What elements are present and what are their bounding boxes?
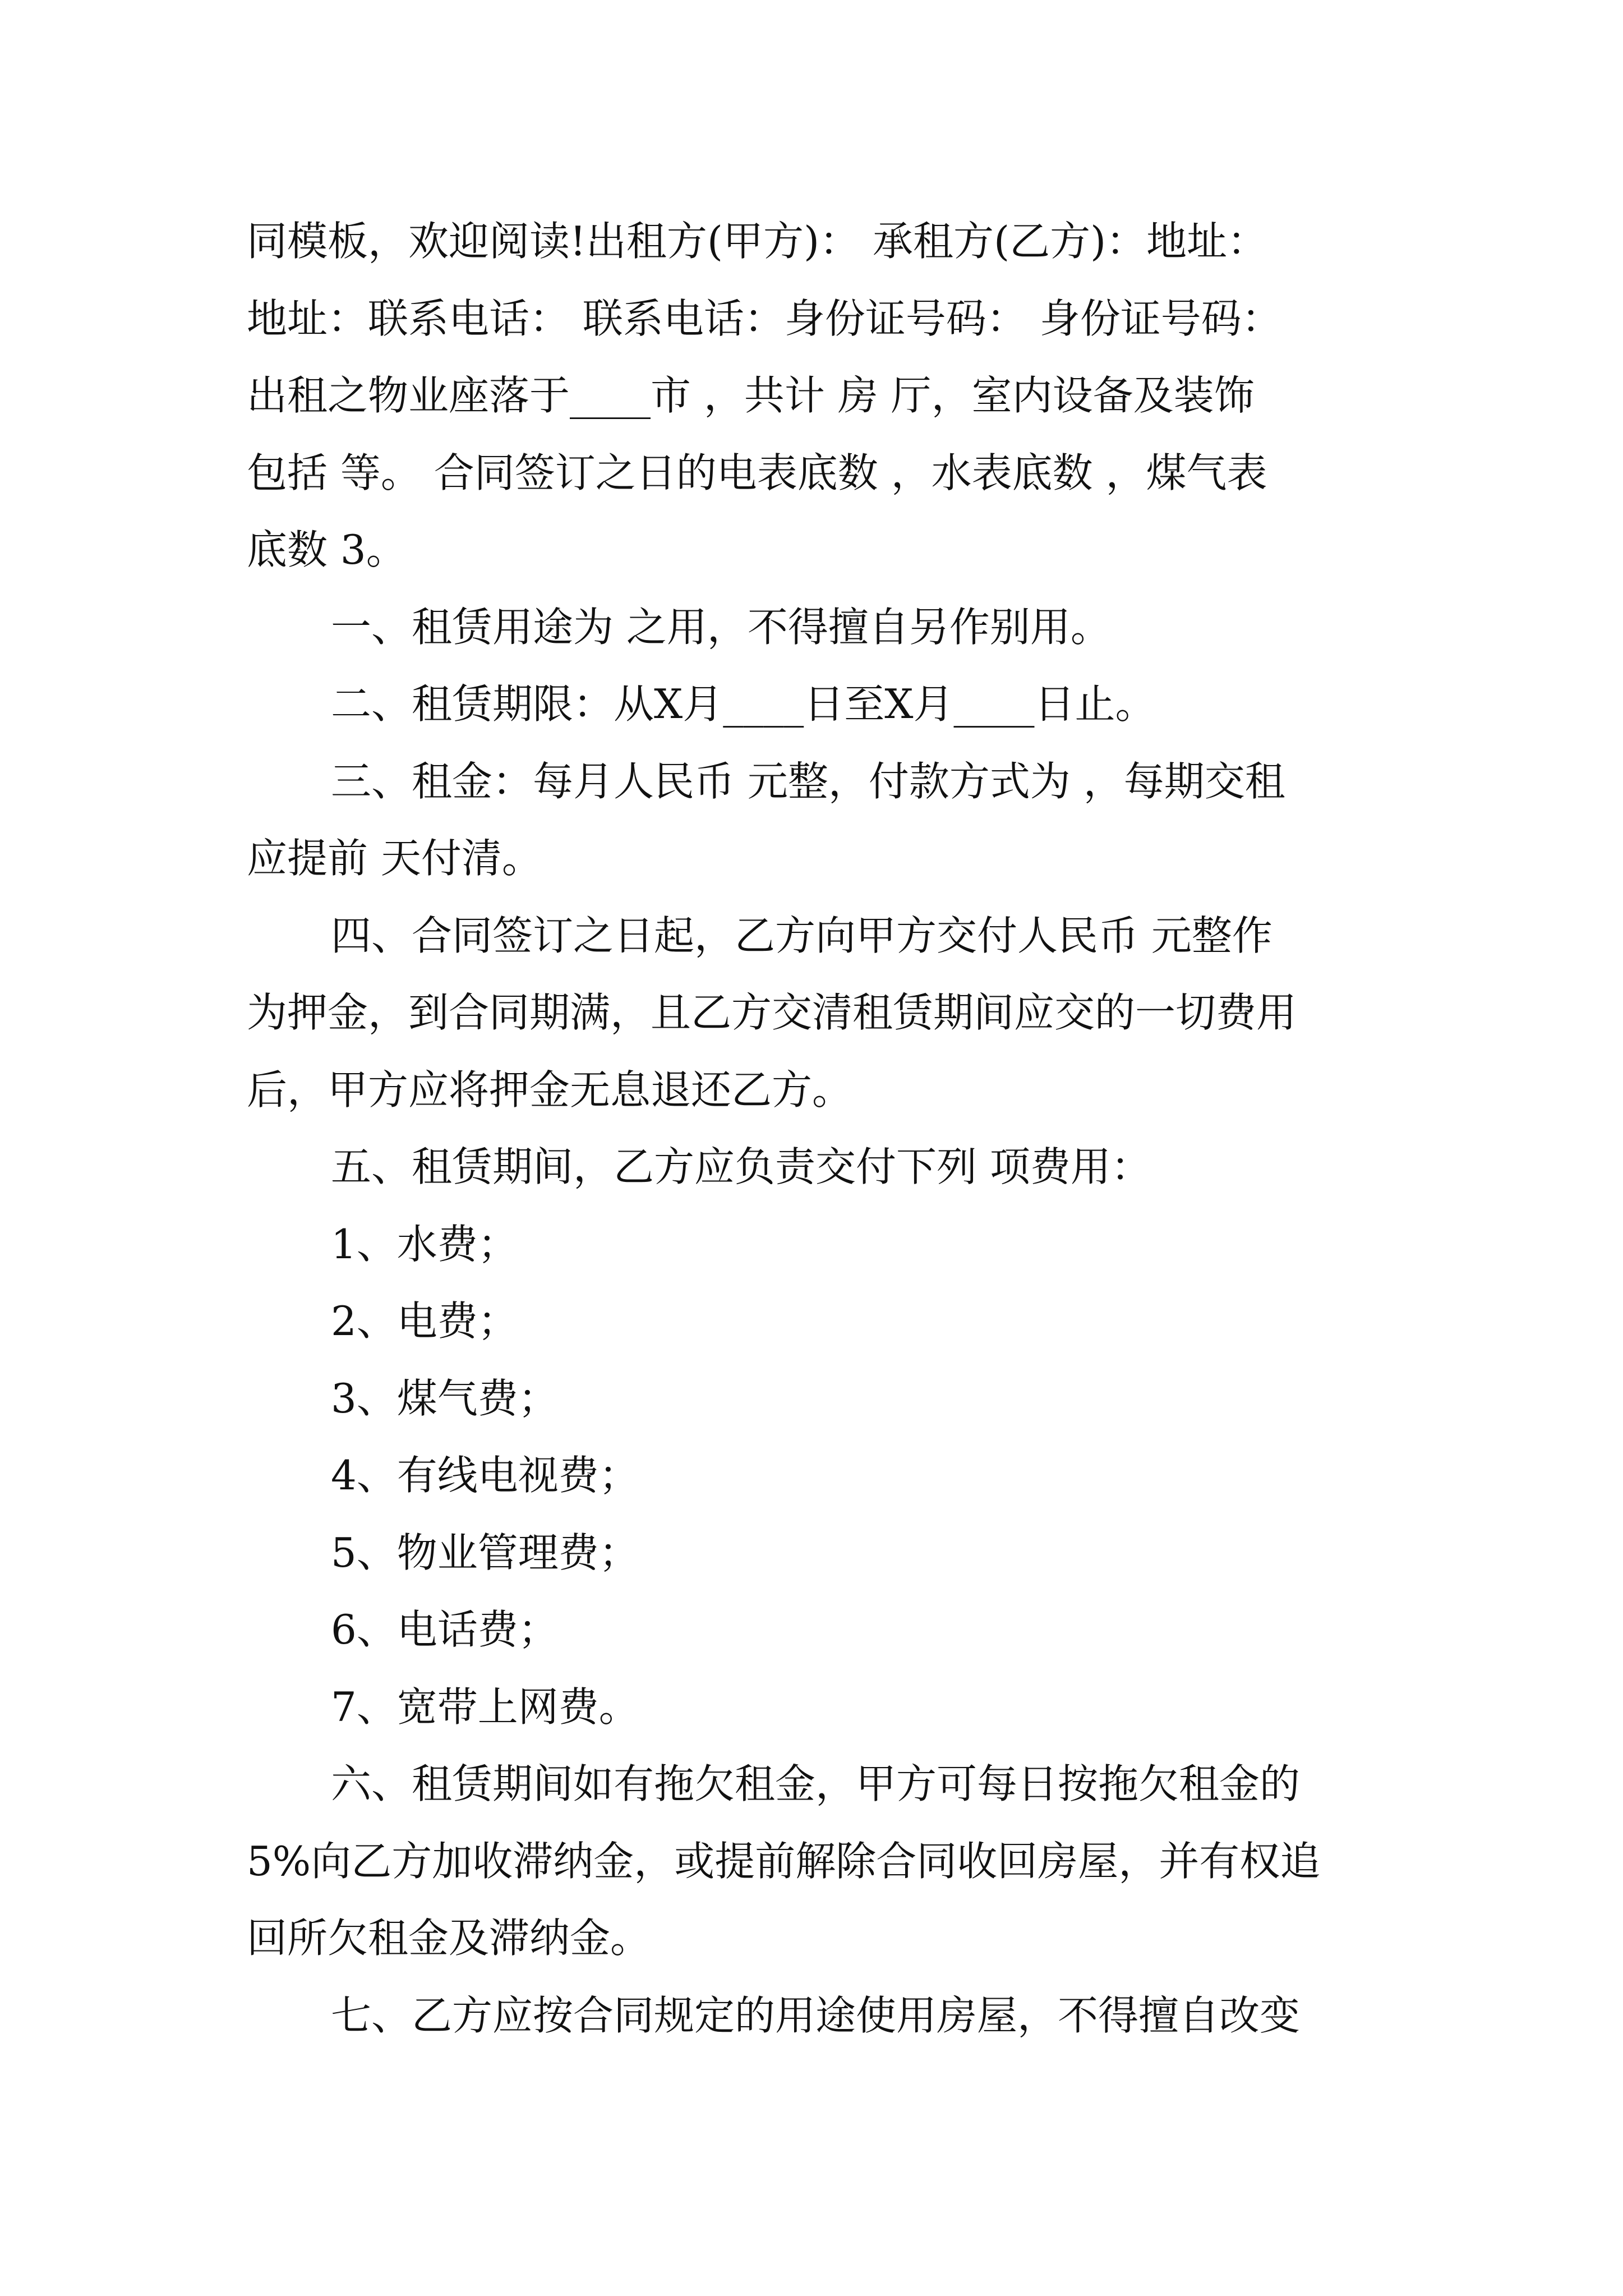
section-heading: 二、租赁期限：从X月____日至X月____日止。 xyxy=(331,680,1156,728)
text-line: 应提前 天付清。 xyxy=(247,835,542,882)
section-heading: 六、租赁期间如有拖欠租金，甲方可每日按拖欠租金的 xyxy=(331,1760,1301,1807)
text-line: 出租之物业座落于____市 ，共计 房 厅，室内设备及装饰 xyxy=(247,372,1255,419)
list-item: 5、物业管理费； xyxy=(331,1529,639,1576)
list-item: 3、煤气费； xyxy=(331,1375,559,1422)
list-item: 7、宽带上网费。 xyxy=(331,1683,639,1731)
list-item: 1、水费； xyxy=(331,1221,518,1268)
section-heading: 五、租赁期间，乙方应负责交付下列 项费用： xyxy=(331,1143,1151,1190)
list-item: 4、有线电视费； xyxy=(331,1452,639,1499)
section-heading: 一、租赁用途为 之用，不得擅自另作别用。 xyxy=(331,604,1111,651)
text-line: 底数 3。 xyxy=(247,526,407,573)
section-heading: 四、合同签订之日起，乙方向甲方交付人民币 元整作 xyxy=(331,912,1272,959)
text-line: 5%向乙方加收滞纳金，或提前解除合同收回房屋，并有权追 xyxy=(247,1838,1321,1885)
text-line: 为押金，到合同期满，且乙方交清租赁期间应交的一切费用 xyxy=(247,989,1297,1036)
list-item: 6、电话费； xyxy=(331,1606,559,1653)
text-line: 同模板，欢迎阅读!出租方(甲方)： 承租方(乙方)：地址： xyxy=(247,218,1268,265)
section-heading: 三、租金：每月人民币 元整，付款方式为 ，每期交租 xyxy=(331,758,1285,805)
text-line: 地址：联系电话： 联系电话：身份证号码： 身份证号码： xyxy=(247,295,1282,342)
text-line: 后，甲方应将押金无息退还乙方。 xyxy=(247,1066,853,1114)
text-line: 回所欠租金及滞纳金。 xyxy=(247,1915,651,1962)
list-item: 2、电费； xyxy=(331,1297,518,1345)
section-heading: 七、乙方应按合同规定的用途使用房屋，不得擅自改变 xyxy=(331,1992,1301,2039)
text-line: 包括 等。 合同签订之日的电表底数 ，水表底数 ，煤气表 xyxy=(247,449,1267,496)
